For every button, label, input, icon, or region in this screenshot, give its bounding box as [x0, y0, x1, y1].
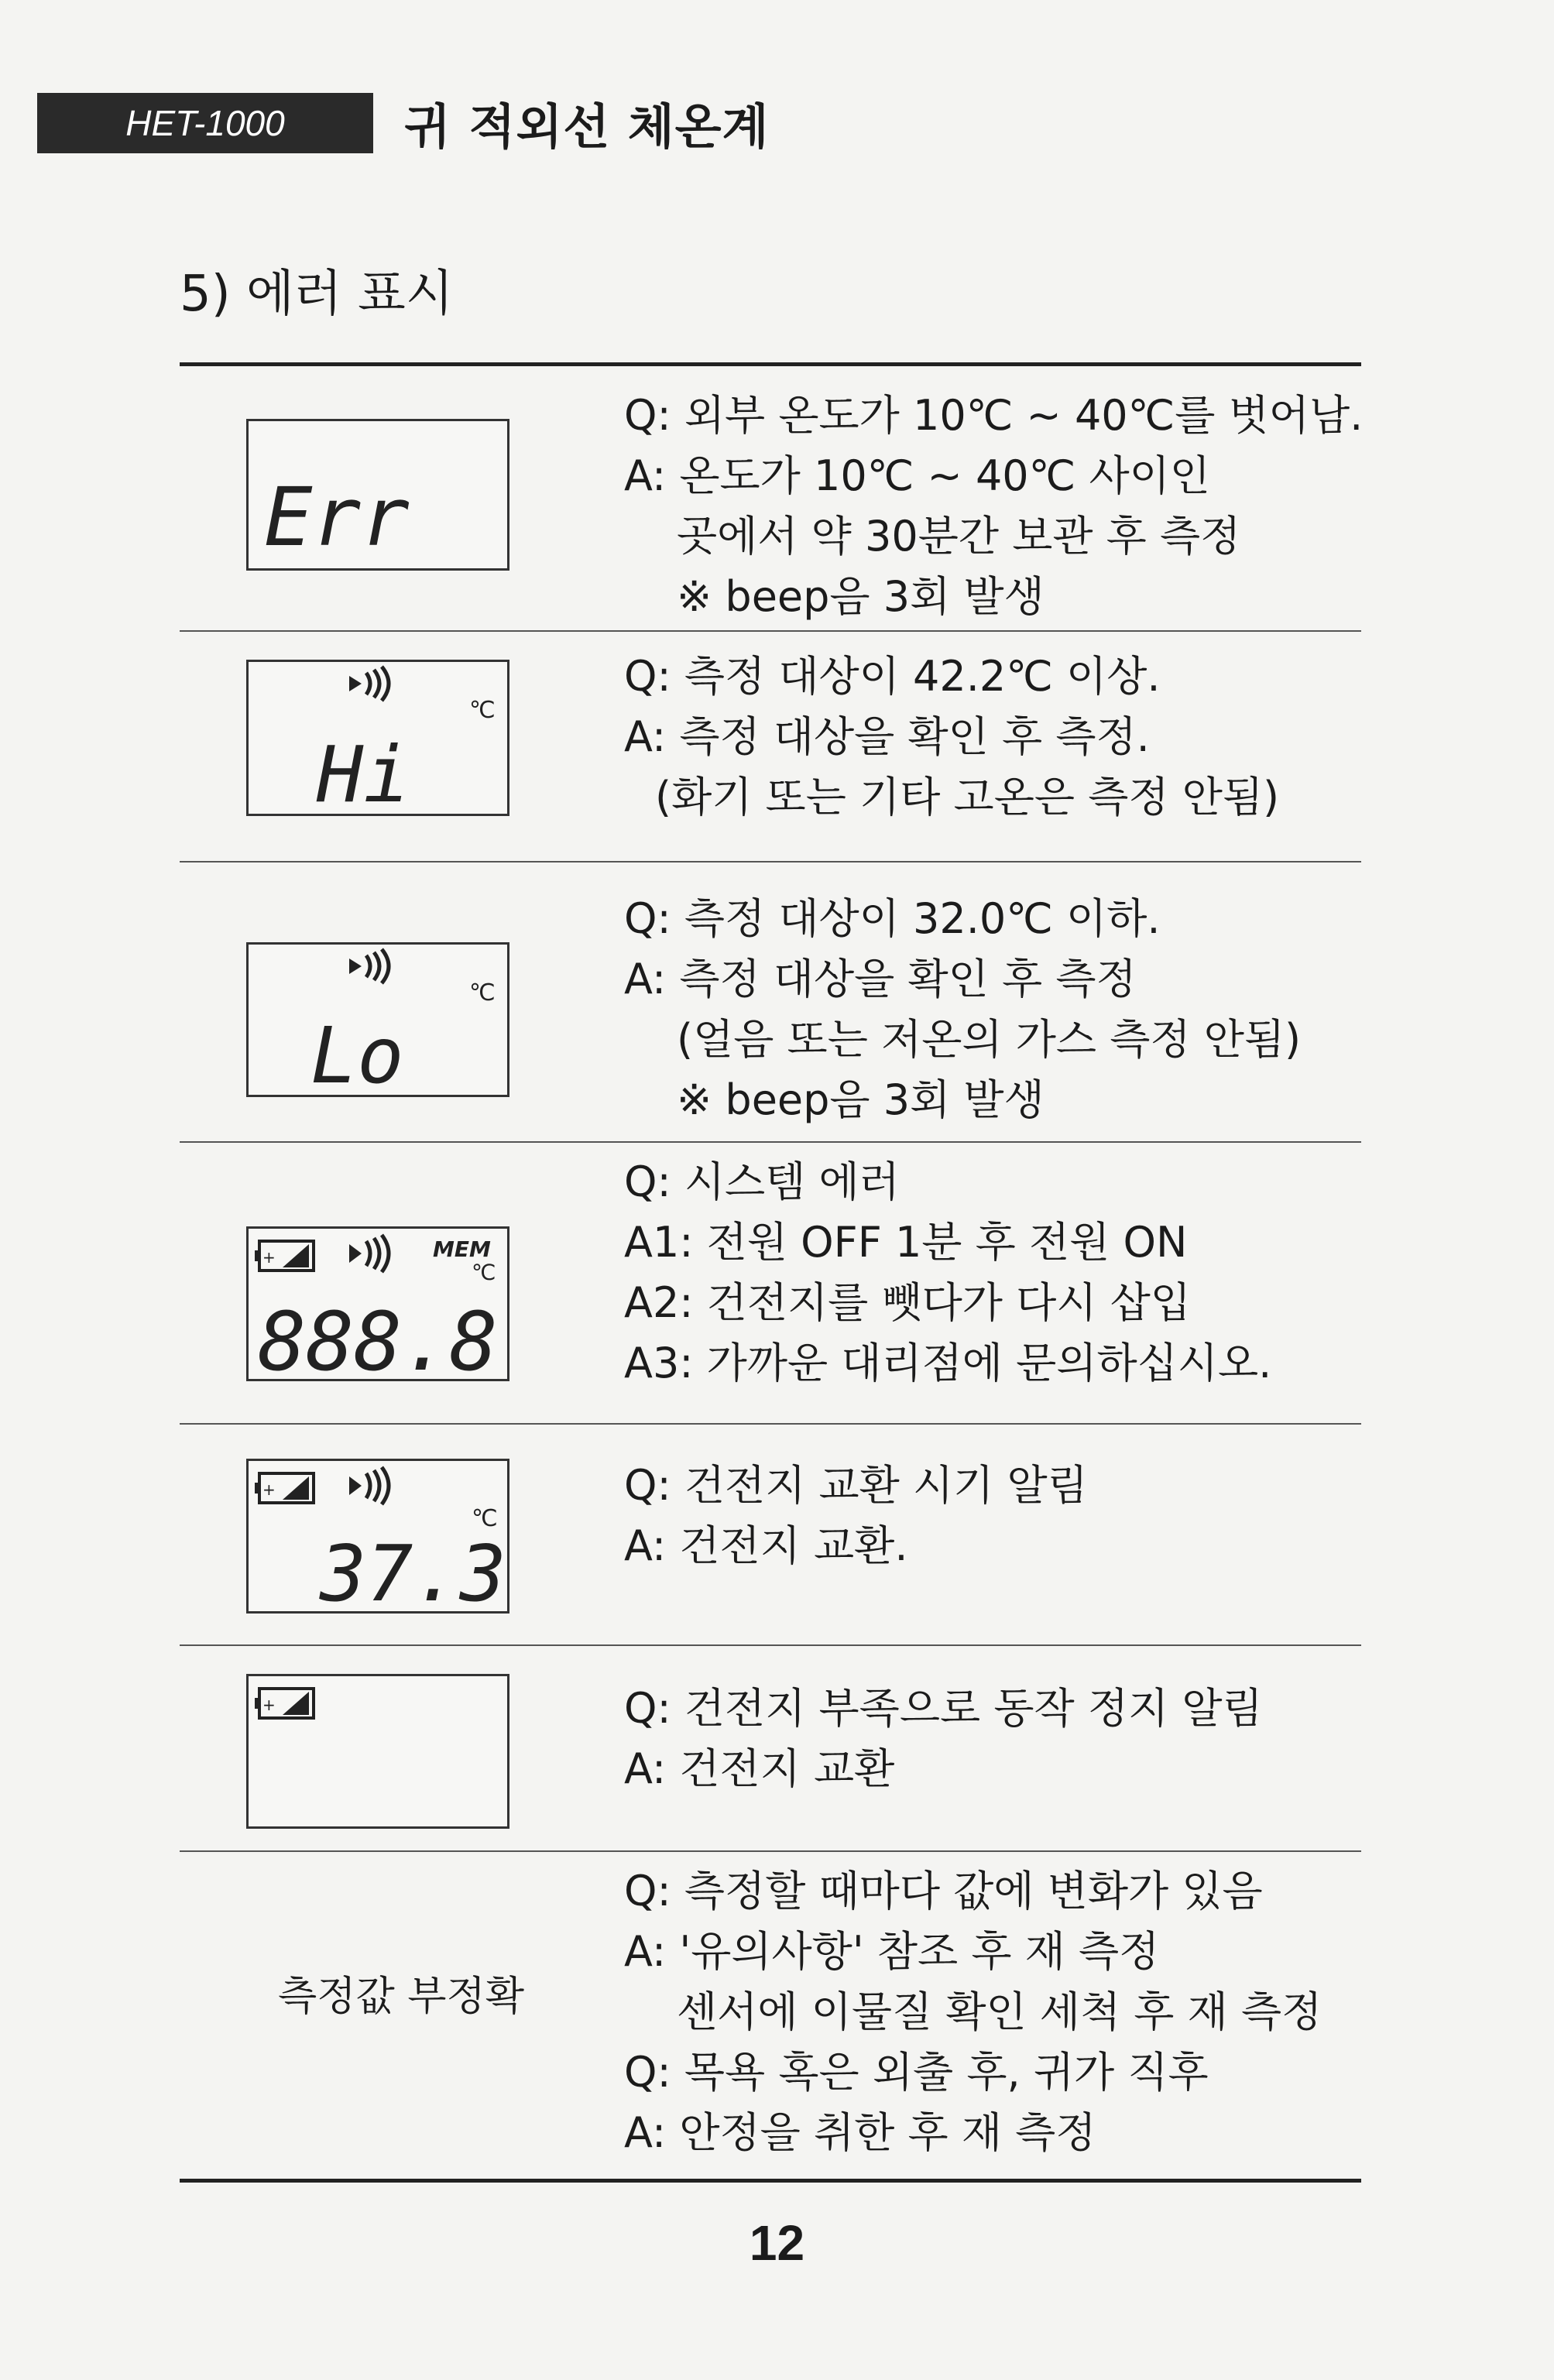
row-divider	[180, 1141, 1361, 1143]
lcd-display-system-error	[246, 1226, 509, 1381]
text-line: A: 온도가 10℃ ~ 40℃ 사이인	[624, 451, 1210, 500]
beep-icon	[349, 1235, 389, 1272]
row-text-lo	[624, 889, 1301, 1130]
text-line: Q: 건전지 부족으로 동작 정지 알림	[624, 1684, 1263, 1733]
text-line: Q: 시스템 에러	[624, 1157, 900, 1206]
model-badge: HET-1000	[37, 93, 373, 153]
text-line: A: 건전지 교환	[624, 1744, 895, 1793]
unit-label: ℃	[469, 979, 496, 1007]
lcd-display-battery-empty	[246, 1674, 509, 1829]
text-line: 곳에서 약 30분간 보관 후 측정	[677, 512, 1241, 561]
section-title: 5) 에러 표시	[180, 266, 454, 323]
text-line: A2: 건전지를 뺏다가 다시 삽입	[624, 1278, 1191, 1327]
text-line: (화기 또는 기타 고온은 측정 안됨)	[655, 773, 1280, 821]
svg-text:+: +	[262, 1480, 276, 1499]
lcd-display-battery-low	[246, 1459, 509, 1614]
row-text-battery-low	[624, 1456, 1088, 1576]
text-line: A1: 전원 OFF 1분 후 전원 ON	[624, 1218, 1188, 1267]
text-line: A: '유의사항' 참조 후 재 측정	[624, 1927, 1160, 1976]
text-line: A: 건전지 교환.	[624, 1521, 908, 1570]
svg-text:+: +	[262, 1248, 276, 1267]
text-line: Q: 건전지 교환 시기 알림	[624, 1461, 1088, 1510]
text-line: A3: 가까운 대리점에 문의하십시오.	[624, 1339, 1272, 1387]
unit-label: ℃	[469, 697, 496, 724]
inaccurate-reading-label: 측정값 부정확	[278, 1974, 524, 2020]
manual-title: 귀 적외선 체온계	[404, 98, 770, 155]
text-line: Q: 목욕 혹은 외출 후, 귀가 직후	[624, 2048, 1209, 2097]
lcd-main-text: 37.3	[320, 1528, 506, 1611]
text-line: Q: 외부 온도가 10℃ ~ 40℃를 벗어남.	[624, 391, 1364, 440]
row-divider	[180, 1423, 1361, 1425]
lcd-display-hi	[246, 660, 509, 816]
beep-icon	[349, 1467, 389, 1504]
lcd-main-text: 888.8	[258, 1295, 498, 1379]
row-divider	[180, 1850, 1361, 1852]
table-top-rule	[180, 362, 1361, 366]
table-bottom-rule	[180, 2179, 1361, 2183]
page-number: 12	[749, 2215, 805, 2271]
text-line: ※ beep음 3회 발생	[677, 1075, 1045, 1124]
text-line: Q: 측정 대상이 42.2℃ 이상.	[624, 652, 1161, 701]
row-divider	[180, 861, 1361, 862]
battery-icon	[255, 1241, 314, 1271]
row-text-battery-empty	[624, 1679, 1263, 1799]
row-text-hi	[624, 646, 1279, 828]
lcd-main-text: Lo	[310, 1010, 404, 1095]
mem-label: MEM	[433, 1236, 491, 1262]
row-text-err	[624, 386, 1363, 627]
lcd-main-text: Hi	[317, 729, 410, 814]
unit-label: ℃	[472, 1260, 496, 1285]
text-line: 센서에 이물질 확인 세척 후 재 측정	[677, 1987, 1322, 2036]
row-text-inaccurate	[624, 1861, 1322, 2163]
row-divider	[180, 1644, 1361, 1646]
text-line: Q: 측정 대상이 32.0℃ 이하.	[624, 894, 1161, 943]
text-line: A: 안정을 취한 후 재 측정	[624, 2108, 1096, 2157]
battery-icon	[255, 1473, 314, 1503]
lcd-display-err	[246, 419, 509, 571]
text-line: A: 측정 대상을 확인 후 측정.	[624, 712, 1150, 761]
unit-label: ℃	[472, 1505, 498, 1532]
text-line: A: 측정 대상을 확인 후 측정	[624, 955, 1137, 1003]
text-line: (얼음 또는 저온의 가스 측정 안됨)	[677, 1015, 1302, 1064]
lcd-main-text: Err	[264, 470, 410, 564]
text-line: ※ beep음 3회 발생	[677, 572, 1045, 621]
lcd-display-lo	[246, 942, 509, 1097]
beep-icon	[349, 667, 389, 701]
row-text-system-error	[624, 1152, 1271, 1394]
beep-icon	[349, 949, 389, 983]
battery-icon	[255, 1689, 314, 1718]
text-line: Q: 측정할 때마다 값에 변화가 있음	[624, 1867, 1263, 1915]
row-divider	[180, 630, 1361, 632]
svg-text:+: +	[262, 1696, 276, 1714]
